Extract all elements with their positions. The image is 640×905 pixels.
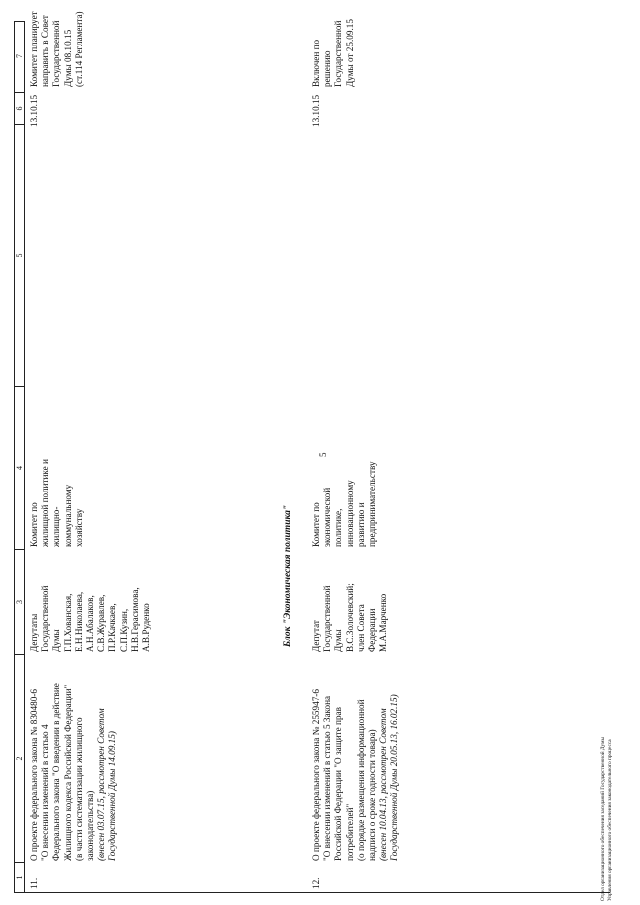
committee-line: развитию и xyxy=(355,502,366,547)
footer-line: Отдел организационного обеспечения заседаний Государственной Думы xyxy=(600,736,606,901)
author-line: Федерации xyxy=(367,608,378,652)
author-line: Думы xyxy=(51,629,62,652)
author-line: М.А.Марченко xyxy=(378,593,389,652)
bill-line: Жилищного кодекса Российской Федерации" xyxy=(62,684,73,861)
committee-line: Комитет по xyxy=(29,502,39,547)
header-col-4: 4 xyxy=(15,386,25,549)
bill-status xyxy=(311,19,356,87)
author-line: Н.В.Герасимова, xyxy=(129,587,140,652)
author-line: член Совета xyxy=(355,604,366,652)
bill-note-line: Государственной Думы 14.09.15) xyxy=(107,731,118,861)
author-line: Депутат xyxy=(311,620,321,652)
committee-line: предпринимательству xyxy=(367,461,378,547)
page-number: 5 xyxy=(318,452,328,457)
bill-line: Российской Федерации "О защите прав xyxy=(333,707,344,861)
bill-note-line: (внесен 10.04.13, рассмотрен Советом xyxy=(378,708,389,861)
committee-line: инновационному xyxy=(344,480,355,547)
bill-authors xyxy=(311,583,389,652)
section-title: Блок "Экономическая политика" xyxy=(283,504,293,647)
author-line: Депутаты xyxy=(29,613,39,652)
status-line: Думы 08.10.15 xyxy=(62,29,73,87)
header-col-7: 7 xyxy=(15,54,24,58)
committee-line: коммунальному xyxy=(62,484,73,547)
review-date: 13.10.15 xyxy=(311,94,321,127)
status-line: Государственной xyxy=(51,20,62,87)
author-line: Думы xyxy=(333,629,344,652)
author-line: Г.П.Хованская, xyxy=(62,593,73,652)
status-line: решению xyxy=(322,50,333,87)
row-number: 12. xyxy=(311,877,321,889)
bill-line: законодательства) xyxy=(85,790,96,861)
author-line: С.В.Журавлев, xyxy=(96,594,107,652)
responsible-committee xyxy=(311,461,378,547)
bill-line: О проекте федерального закона № 255947-6 xyxy=(311,689,321,861)
bill-authors xyxy=(29,586,152,652)
bill-note-line: Государственной Думы 20.05.13, 16.02.15) xyxy=(389,694,400,861)
bill-line: О проекте федерального закона № 830480-6 xyxy=(29,689,39,861)
table-header xyxy=(14,21,25,893)
status-line: Государственной xyxy=(333,20,344,87)
status-line: направить в Совет xyxy=(40,15,51,87)
responsible-committee xyxy=(29,459,85,547)
bill-status xyxy=(29,11,85,87)
header-col-2: 2 xyxy=(15,654,25,862)
status-line: (ст.114 Регламента) xyxy=(73,11,84,87)
status-line: Включен по xyxy=(311,39,321,87)
author-line: С.П.Кузин, xyxy=(118,608,129,652)
bill-line: (в части систематизации жилищного xyxy=(73,717,84,861)
bill-line: надписи о сроке годности товара) xyxy=(367,729,378,861)
author-line: П.Р.Качкаев, xyxy=(107,603,118,652)
header-col-1: 1 xyxy=(15,862,25,892)
header-col-3: 3 xyxy=(15,549,25,654)
author-line: А.В.Руденко xyxy=(141,603,152,652)
author-line: В.С.Золочевский; xyxy=(344,583,355,652)
author-line: Государственной xyxy=(322,585,333,652)
review-date: 13.10.15 xyxy=(29,94,39,127)
committee-line: политике, xyxy=(333,508,344,547)
committee-line: жилищной политике и xyxy=(40,459,51,547)
bill-line: потребителей" xyxy=(344,803,355,861)
page-footer xyxy=(600,737,613,901)
header-col-6: 6 xyxy=(15,92,25,124)
table-left-border xyxy=(25,892,610,893)
agenda-table xyxy=(14,11,610,893)
author-line: Е.Н.Николаева, xyxy=(73,591,84,652)
bill-description xyxy=(311,689,401,861)
committee-line: Комитет по xyxy=(311,502,321,547)
bill-line: Федерального закона "О введении в действие xyxy=(51,683,62,861)
header-col-5: 5 xyxy=(15,124,25,386)
committee-line: экономической xyxy=(322,487,333,547)
status-line: Комитет планирует xyxy=(29,11,39,87)
bill-description xyxy=(29,683,119,861)
bill-line: "О внесении изменений в статью 4 xyxy=(40,724,51,861)
footer-line: Управления организационного обеспечения законодательного процесса xyxy=(606,739,613,901)
row-number: 11. xyxy=(29,877,39,889)
author-line: А.Н.Абалаков, xyxy=(85,595,96,652)
author-line: Государственной xyxy=(40,585,51,652)
bill-line: (о порядке размещения информационной xyxy=(355,699,366,861)
bill-note-line: (внесен 03.07.15, рассмотрен Советом xyxy=(96,708,107,861)
status-line: Думы от 25.09.15 xyxy=(344,19,355,87)
bill-line: "О внесении изменений в статью 5 Закона xyxy=(322,695,333,861)
committee-line: хозяйству xyxy=(73,508,84,547)
committee-line: жилищно- xyxy=(51,506,62,547)
